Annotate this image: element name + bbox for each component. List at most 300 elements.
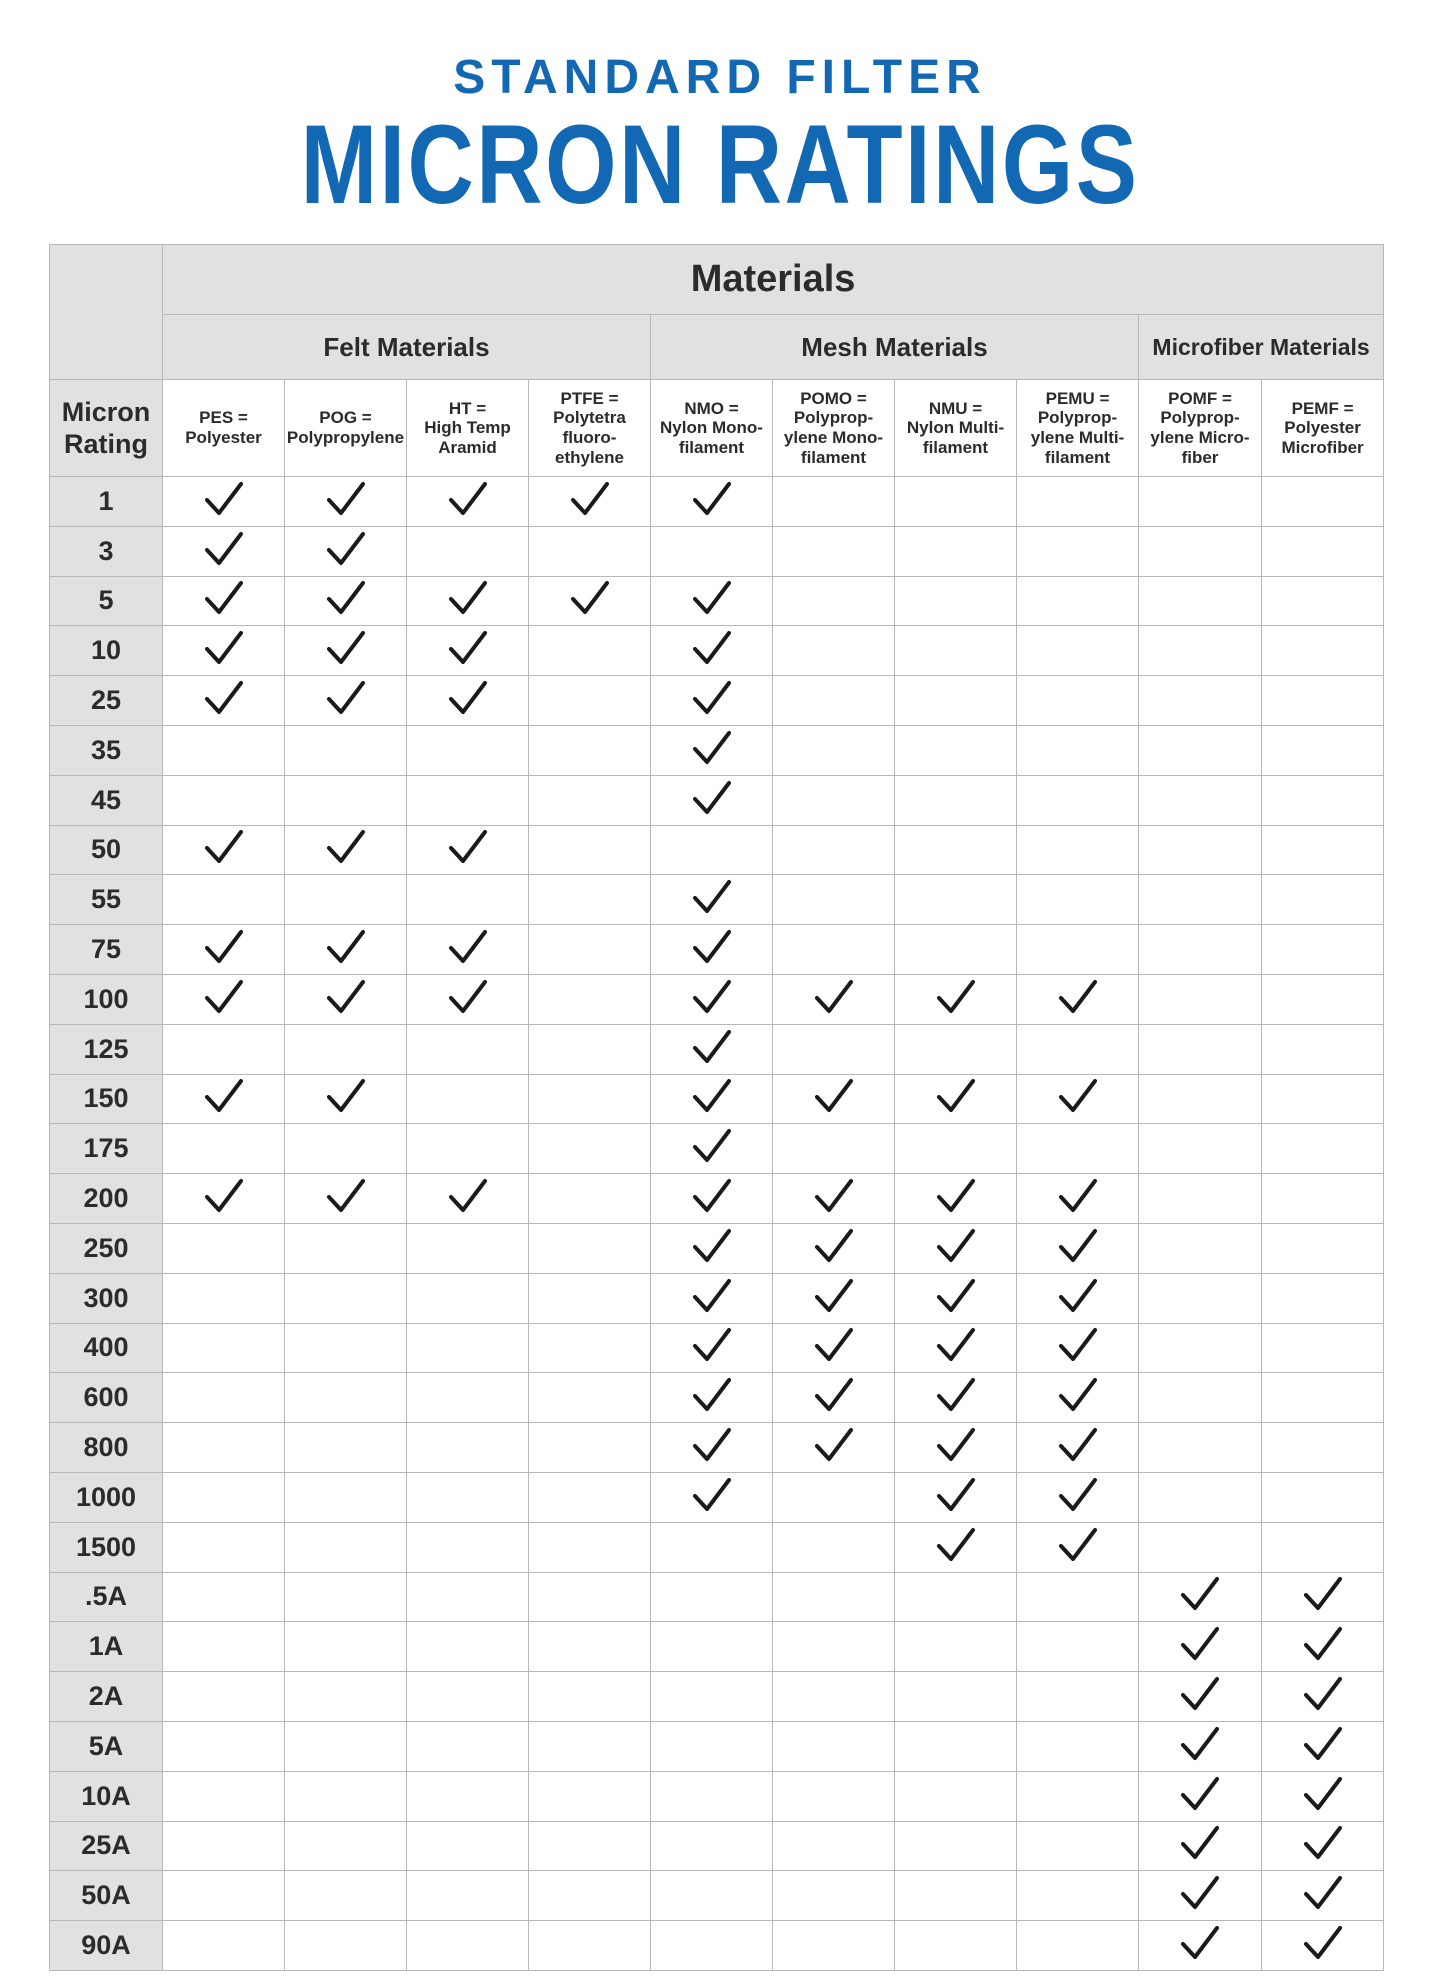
table-cell xyxy=(163,725,285,775)
table-cell xyxy=(285,676,407,726)
table-cell xyxy=(773,925,895,975)
table-cell xyxy=(651,1821,773,1871)
table-cell xyxy=(1262,1174,1384,1224)
table-cell xyxy=(163,1273,285,1323)
check-mark-icon xyxy=(1180,1925,1220,1961)
table-cell xyxy=(163,1323,285,1373)
table-cell xyxy=(651,576,773,626)
table-cell xyxy=(407,1472,529,1522)
table-cell xyxy=(773,825,895,875)
table-cell xyxy=(651,1074,773,1124)
table-cell xyxy=(285,1572,407,1622)
table-row xyxy=(50,725,1384,775)
check-mark-icon xyxy=(1303,1726,1343,1762)
micron-rating-cell: 1 xyxy=(50,477,163,527)
table-cell xyxy=(773,1273,895,1323)
table-row xyxy=(50,1074,1384,1124)
table-cell xyxy=(895,1522,1017,1572)
table-cell xyxy=(529,1771,651,1821)
table-cell xyxy=(895,1721,1017,1771)
check-mark-icon xyxy=(326,580,366,616)
check-mark-icon xyxy=(1303,1626,1343,1662)
table-cell xyxy=(1017,1871,1139,1921)
table-cell xyxy=(163,1522,285,1572)
check-mark-icon xyxy=(1180,1875,1220,1911)
table-cell xyxy=(773,1223,895,1273)
table-cell xyxy=(529,1921,651,1971)
micron-rating-cell: 250 xyxy=(50,1223,163,1273)
material-header: HT = High Temp Aramid xyxy=(407,380,529,477)
table-cell xyxy=(1139,676,1262,726)
table-cell xyxy=(1139,1273,1262,1323)
table-cell xyxy=(285,576,407,626)
table-cell xyxy=(163,626,285,676)
table-cell xyxy=(1017,1921,1139,1971)
table-cell xyxy=(1139,1024,1262,1074)
material-header: PEMU = Polyprop- ylene Multi- filament xyxy=(1017,380,1139,477)
table-cell xyxy=(895,1273,1017,1323)
table-cell xyxy=(407,1223,529,1273)
table-row xyxy=(50,1871,1384,1921)
check-mark-icon xyxy=(692,1477,732,1513)
check-mark-icon xyxy=(1180,1626,1220,1662)
table-cell xyxy=(1017,1622,1139,1672)
table-cell xyxy=(529,875,651,925)
table-cell xyxy=(1017,925,1139,975)
table-cell xyxy=(773,1522,895,1572)
micron-rating-cell: 25 xyxy=(50,676,163,726)
table-cell xyxy=(651,1124,773,1174)
table-cell xyxy=(407,825,529,875)
table-cell xyxy=(285,1921,407,1971)
table-row xyxy=(50,1423,1384,1473)
check-mark-icon xyxy=(692,1327,732,1363)
table-cell xyxy=(651,477,773,527)
micron-rating-cell: 50 xyxy=(50,825,163,875)
table-cell xyxy=(1139,526,1262,576)
table-cell xyxy=(651,974,773,1024)
check-mark-icon xyxy=(1303,1676,1343,1712)
table-cell xyxy=(407,1373,529,1423)
check-mark-icon xyxy=(692,1427,732,1463)
table-row xyxy=(50,875,1384,925)
table-cell xyxy=(773,1771,895,1821)
micron-rating-cell: 35 xyxy=(50,725,163,775)
table-cell xyxy=(1262,1423,1384,1473)
table-cell xyxy=(1262,1871,1384,1921)
table-cell xyxy=(1017,1821,1139,1871)
table-cell xyxy=(773,1024,895,1074)
table-cell xyxy=(773,1373,895,1423)
table-cell xyxy=(1139,825,1262,875)
check-mark-icon xyxy=(814,1327,854,1363)
table-cell xyxy=(895,725,1017,775)
table-cell xyxy=(285,1522,407,1572)
table-row xyxy=(50,1622,1384,1672)
table-cell xyxy=(285,1871,407,1921)
table-cell xyxy=(1262,477,1384,527)
table-cell xyxy=(1262,576,1384,626)
table-row xyxy=(50,974,1384,1024)
table-cell xyxy=(529,1622,651,1672)
table-row xyxy=(50,1373,1384,1423)
table-cell xyxy=(1262,1373,1384,1423)
check-mark-icon xyxy=(692,481,732,517)
table-cell xyxy=(529,1871,651,1921)
table-row xyxy=(50,1721,1384,1771)
table-cell xyxy=(1139,1423,1262,1473)
table-cell xyxy=(163,1821,285,1871)
table-cell xyxy=(1017,1273,1139,1323)
table-cell xyxy=(1262,1074,1384,1124)
check-mark-icon xyxy=(1180,1825,1220,1861)
check-mark-icon xyxy=(692,1178,732,1214)
table-cell xyxy=(651,1921,773,1971)
table-cell xyxy=(285,1771,407,1821)
table-cell xyxy=(163,1124,285,1174)
check-mark-icon xyxy=(326,680,366,716)
table-cell xyxy=(407,1522,529,1572)
table-cell xyxy=(773,1423,895,1473)
table-cell xyxy=(163,775,285,825)
table-cell xyxy=(651,1771,773,1821)
table-cell xyxy=(407,1024,529,1074)
check-mark-icon xyxy=(448,929,488,965)
table-cell xyxy=(1262,875,1384,925)
table-cell xyxy=(529,576,651,626)
table-cell xyxy=(285,1821,407,1871)
table-cell xyxy=(773,1622,895,1672)
table-cell xyxy=(1262,526,1384,576)
check-mark-icon xyxy=(326,929,366,965)
check-mark-icon xyxy=(814,1427,854,1463)
table-row xyxy=(50,526,1384,576)
table-cell xyxy=(529,775,651,825)
table-cell xyxy=(773,875,895,925)
table-cell xyxy=(773,1124,895,1174)
group-header-microfiber: Microfiber Materials xyxy=(1139,315,1384,380)
table-cell xyxy=(773,775,895,825)
table-cell xyxy=(529,1174,651,1224)
table-cell xyxy=(1139,1174,1262,1224)
table-cell xyxy=(1139,1074,1262,1124)
check-mark-icon xyxy=(936,1228,976,1264)
table-cell xyxy=(1262,1672,1384,1722)
table-cell xyxy=(1017,1771,1139,1821)
table-cell xyxy=(163,925,285,975)
table-cell xyxy=(1017,1522,1139,1572)
table-cell xyxy=(163,477,285,527)
micron-rating-header: Micron Rating xyxy=(50,380,163,477)
material-header: NMO = Nylon Mono- filament xyxy=(651,380,773,477)
table-cell xyxy=(1139,1622,1262,1672)
table-cell xyxy=(651,526,773,576)
table-cell xyxy=(285,1721,407,1771)
table-row xyxy=(50,1921,1384,1971)
group-header-felt: Felt Materials xyxy=(163,315,651,380)
table-cell xyxy=(529,676,651,726)
table-cell xyxy=(407,925,529,975)
table-row xyxy=(50,1273,1384,1323)
micron-rating-cell: 10A xyxy=(50,1771,163,1821)
check-mark-icon xyxy=(936,1078,976,1114)
table-cell xyxy=(285,1622,407,1672)
table-cell xyxy=(1139,725,1262,775)
table-cell xyxy=(1139,775,1262,825)
check-mark-icon xyxy=(1058,1477,1098,1513)
table-cell xyxy=(163,875,285,925)
table-cell xyxy=(1017,1572,1139,1622)
table-cell xyxy=(529,925,651,975)
micron-rating-cell: 3 xyxy=(50,526,163,576)
table-cell xyxy=(651,1323,773,1373)
check-mark-icon xyxy=(326,481,366,517)
table-cell xyxy=(163,1921,285,1971)
check-mark-icon xyxy=(448,1178,488,1214)
check-mark-icon xyxy=(814,1228,854,1264)
table-cell xyxy=(407,1273,529,1323)
table-row xyxy=(50,1174,1384,1224)
check-mark-icon xyxy=(692,1278,732,1314)
table-cell xyxy=(1017,1124,1139,1174)
table-cell xyxy=(407,676,529,726)
table-cell xyxy=(1139,477,1262,527)
table-cell xyxy=(1262,825,1384,875)
table-cell xyxy=(407,974,529,1024)
table-cell xyxy=(651,1522,773,1572)
check-mark-icon xyxy=(204,481,244,517)
check-mark-icon xyxy=(1058,1078,1098,1114)
check-mark-icon xyxy=(448,630,488,666)
check-mark-icon xyxy=(692,1029,732,1065)
micron-rating-cell: .5A xyxy=(50,1572,163,1622)
table-cell xyxy=(895,477,1017,527)
table-cell xyxy=(1262,1522,1384,1572)
table-cell xyxy=(1139,1821,1262,1871)
table-cell xyxy=(407,1423,529,1473)
table-cell xyxy=(1017,974,1139,1024)
table-cell xyxy=(407,576,529,626)
table-cell xyxy=(163,676,285,726)
check-mark-icon xyxy=(204,829,244,865)
check-mark-icon xyxy=(326,829,366,865)
table-cell xyxy=(407,1921,529,1971)
table-cell xyxy=(1139,974,1262,1024)
materials-header: Materials xyxy=(163,245,1384,315)
table-cell xyxy=(1139,1771,1262,1821)
check-mark-icon xyxy=(326,1178,366,1214)
table-cell xyxy=(651,775,773,825)
table-cell xyxy=(651,1871,773,1921)
table-cell xyxy=(163,576,285,626)
table-cell xyxy=(529,1423,651,1473)
table-row xyxy=(50,1522,1384,1572)
check-mark-icon xyxy=(326,979,366,1015)
table-cell xyxy=(163,1472,285,1522)
table-cell xyxy=(529,1323,651,1373)
micron-rating-cell: 55 xyxy=(50,875,163,925)
table-cell xyxy=(1017,1472,1139,1522)
micron-rating-cell: 25A xyxy=(50,1821,163,1871)
table-cell xyxy=(895,1373,1017,1423)
table-cell xyxy=(895,1572,1017,1622)
table-cell xyxy=(163,1871,285,1921)
table-row xyxy=(50,1323,1384,1373)
check-mark-icon xyxy=(692,929,732,965)
table-cell xyxy=(895,974,1017,1024)
table-cell xyxy=(163,1174,285,1224)
table-cell xyxy=(407,775,529,825)
check-mark-icon xyxy=(692,630,732,666)
table-cell xyxy=(651,1472,773,1522)
table-cell xyxy=(651,1572,773,1622)
table-cell xyxy=(529,626,651,676)
table-row xyxy=(50,1672,1384,1722)
table-row xyxy=(50,477,1384,527)
table-cell xyxy=(163,1074,285,1124)
table-cell xyxy=(529,1273,651,1323)
table-cell xyxy=(1262,1721,1384,1771)
table-cell xyxy=(285,825,407,875)
check-mark-icon xyxy=(1180,1726,1220,1762)
micron-rating-cell: 300 xyxy=(50,1273,163,1323)
table-row xyxy=(50,676,1384,726)
table-cell xyxy=(163,1622,285,1672)
table-cell xyxy=(1017,676,1139,726)
table-cell xyxy=(773,1871,895,1921)
table-cell xyxy=(773,725,895,775)
table-cell xyxy=(1139,875,1262,925)
check-mark-icon xyxy=(448,481,488,517)
table-cell xyxy=(651,1174,773,1224)
table-cell xyxy=(407,725,529,775)
table-cell xyxy=(529,1721,651,1771)
table-cell xyxy=(773,1472,895,1522)
table-cell xyxy=(1139,1373,1262,1423)
check-mark-icon xyxy=(1180,1676,1220,1712)
table-cell xyxy=(529,1572,651,1622)
table-cell xyxy=(1139,1871,1262,1921)
table-cell xyxy=(407,477,529,527)
table-cell xyxy=(529,825,651,875)
table-cell xyxy=(651,875,773,925)
table-cell xyxy=(407,1672,529,1722)
table-cell xyxy=(1262,1024,1384,1074)
table-row xyxy=(50,1572,1384,1622)
check-mark-icon xyxy=(1058,1327,1098,1363)
check-mark-icon xyxy=(692,1377,732,1413)
check-mark-icon xyxy=(936,1427,976,1463)
table-cell xyxy=(163,974,285,1024)
micron-ratings-table xyxy=(49,244,1384,1971)
micron-rating-cell: 150 xyxy=(50,1074,163,1124)
table-cell xyxy=(163,1672,285,1722)
table-cell xyxy=(1017,825,1139,875)
table-cell xyxy=(529,1124,651,1174)
table-cell xyxy=(895,925,1017,975)
table-cell xyxy=(1017,1074,1139,1124)
table-cell xyxy=(529,1373,651,1423)
table-cell xyxy=(529,1472,651,1522)
check-mark-icon xyxy=(448,680,488,716)
table-cell xyxy=(285,1024,407,1074)
table-cell xyxy=(529,1821,651,1871)
check-mark-icon xyxy=(814,1178,854,1214)
check-mark-icon xyxy=(1180,1776,1220,1812)
table-cell xyxy=(285,1472,407,1522)
material-header: POMO = Polyprop- ylene Mono- filament xyxy=(773,380,895,477)
table-cell xyxy=(895,1024,1017,1074)
check-mark-icon xyxy=(1058,979,1098,1015)
table-cell xyxy=(1262,725,1384,775)
table-cell xyxy=(407,1622,529,1672)
check-mark-icon xyxy=(1303,1925,1343,1961)
micron-rating-cell: 125 xyxy=(50,1024,163,1074)
table-cell xyxy=(407,1821,529,1871)
table-row xyxy=(50,775,1384,825)
table-cell xyxy=(773,1174,895,1224)
table-cell xyxy=(895,775,1017,825)
table-cell xyxy=(529,1223,651,1273)
table-cell xyxy=(651,1721,773,1771)
micron-rating-cell: 5 xyxy=(50,576,163,626)
check-mark-icon xyxy=(1303,1776,1343,1812)
table-cell xyxy=(895,1771,1017,1821)
check-mark-icon xyxy=(692,1228,732,1264)
check-mark-icon xyxy=(1058,1527,1098,1563)
table-cell xyxy=(773,1672,895,1722)
check-mark-icon xyxy=(1058,1427,1098,1463)
table-cell xyxy=(407,626,529,676)
table-cell xyxy=(651,1024,773,1074)
table-cell xyxy=(651,1622,773,1672)
table-cell xyxy=(773,1821,895,1871)
table-cell xyxy=(651,1672,773,1722)
check-mark-icon xyxy=(204,680,244,716)
check-mark-icon xyxy=(692,780,732,816)
table-cell xyxy=(773,1721,895,1771)
table-cell xyxy=(773,626,895,676)
table-cell xyxy=(285,477,407,527)
table-cell xyxy=(285,875,407,925)
table-cell xyxy=(1262,676,1384,726)
micron-rating-cell: 175 xyxy=(50,1124,163,1174)
page-title: MICRON RATINGS xyxy=(300,102,1140,227)
table-cell xyxy=(285,1273,407,1323)
table-cell xyxy=(651,1423,773,1473)
table-cell xyxy=(1262,775,1384,825)
check-mark-icon xyxy=(814,979,854,1015)
table-cell xyxy=(895,1622,1017,1672)
table-cell xyxy=(895,875,1017,925)
micron-rating-cell: 1500 xyxy=(50,1522,163,1572)
table-cell xyxy=(1262,1622,1384,1672)
table-cell xyxy=(773,477,895,527)
table-row xyxy=(50,576,1384,626)
table-cell xyxy=(651,1223,773,1273)
table-cell xyxy=(895,626,1017,676)
check-mark-icon xyxy=(814,1278,854,1314)
table-cell xyxy=(285,1323,407,1373)
table-cell xyxy=(651,1273,773,1323)
check-mark-icon xyxy=(936,1178,976,1214)
table-cell xyxy=(285,725,407,775)
table-cell xyxy=(285,526,407,576)
table-cell xyxy=(773,676,895,726)
table-cell xyxy=(895,1124,1017,1174)
check-mark-icon xyxy=(204,1178,244,1214)
check-mark-icon xyxy=(692,979,732,1015)
